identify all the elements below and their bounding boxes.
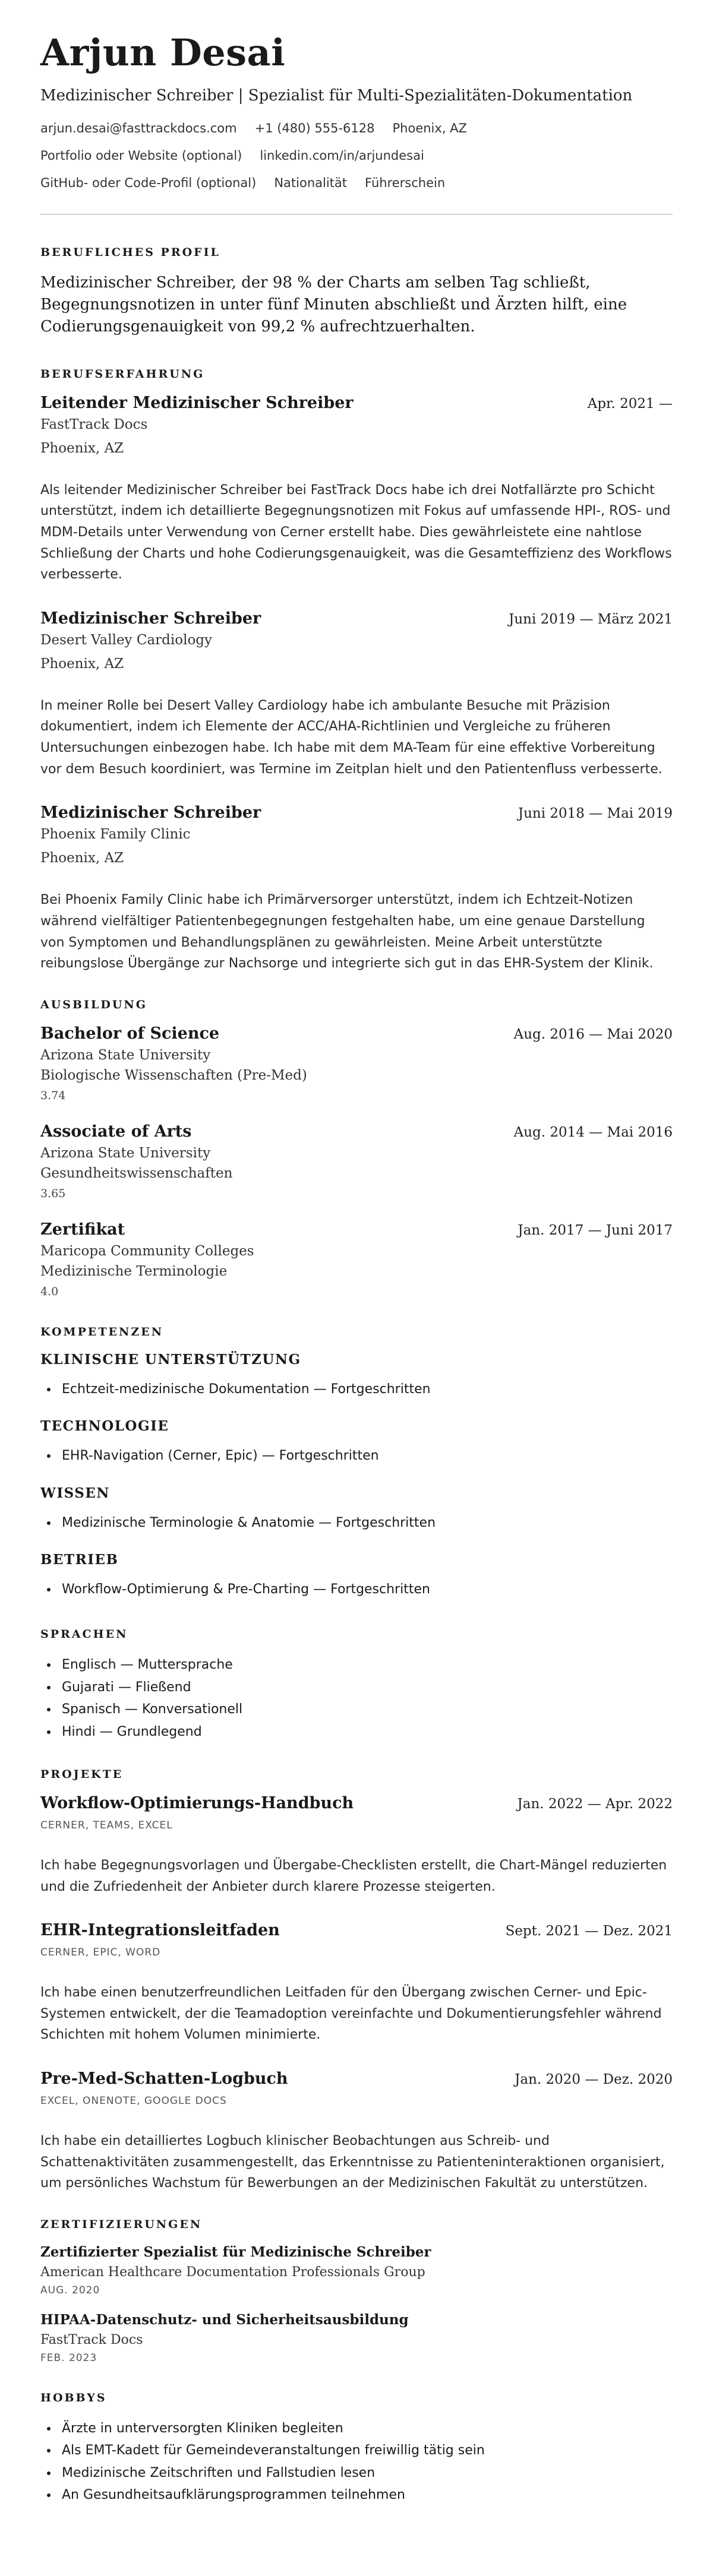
section-title-experience: BERUFSERFAHRUNG [40,367,205,381]
section-title-projects: PROJEKTE [40,1767,124,1781]
project-date: Jan. 2022 — Apr. 2022 [517,1796,673,1812]
certification-issuer: FastTrack Docs [40,2332,143,2347]
project-title: Pre-Med-Schatten-Logbuch [40,2069,288,2088]
field-of-study: Biologische Wissenschaften (Pre-Med) [40,1067,307,1083]
job-company: Desert Valley Cardiology [40,632,213,648]
skill-item: • Medizinische Terminologie & Anatomie — Fortgeschritten [58,1512,673,1534]
section-title-education: AUSBILDUNG [40,998,147,1011]
degree-title: Zertifikat [40,1220,125,1239]
section-title-languages: SPRACHEN [40,1628,128,1641]
certification-entry [40,2244,673,2296]
email-link[interactable]: arjun.desai@fasttrackdocs.com [40,121,237,135]
language-item: • Englisch — Muttersprache [58,1654,673,1676]
field-of-study: Medizinische Terminologie [40,1263,228,1279]
school-name: Arizona State University [40,1047,211,1063]
language-item: • Gujarati — Fließend [58,1676,673,1698]
project-entry [40,2069,673,2194]
linkedin-link[interactable]: linkedin.com/in/arjundesai [260,148,424,163]
hobby-list [40,2417,673,2507]
skill-group-title: BETRIEB [40,1552,119,1568]
degree-title: Bachelor of Science [40,1024,220,1043]
candidate-name: Arjun Desai [40,31,286,74]
candidate-headline: Medizinischer Schreiber | Spezialist für Multi-Spezialitäten-Dokumentation [40,87,633,105]
certification-entry [40,2312,673,2364]
hobby-item: • Ärzte in unterversorgten Kliniken begleiten [58,2417,673,2439]
contact-row-2 [40,148,673,163]
project-tech: EXCEL, ONENOTE, GOOGLE DOCS [40,2095,227,2107]
job-date: Juni 2018 — Mai 2019 [518,806,673,822]
skill-item: • Echtzeit-medizinische Dokumentation — Fortgeschritten [58,1378,673,1400]
language-item: • Hindi — Grundlegend [58,1721,673,1743]
skill-group-title: WISSEN [40,1485,110,1501]
job-location: Phoenix, AZ [40,656,124,672]
drivers-license-text: Führerschein [365,176,446,190]
education-entry [40,1220,673,1298]
project-tech: CERNER, TEAMS, EXCEL [40,1819,173,1831]
project-description: Ich habe einen benutzerfreundlichen Leitfaden für den Übergang zwischen Cerner- und Epic-Systemen entwickelt, der die Teamadoption vereinfachte und Dokumentierungsfehler während Schichten mit hohem Volumen minimierte. [40,1985,662,2043]
skill-group-title: KLINISCHE UNTERSTÜTZUNG [40,1351,301,1368]
job-company: FastTrack Docs [40,416,148,432]
school-name: Maricopa Community Colleges [40,1243,254,1259]
education-entry [40,1122,673,1200]
hobby-item: • Als EMT-Kadett für Gemeindeveranstaltungen freiwillig tätig sein [58,2439,673,2461]
nationality-text: Nationalität [274,176,348,190]
header-divider [40,214,673,215]
skill-item: • EHR-Navigation (Cerner, Epic) — Fortgeschritten [58,1445,673,1467]
skills-section [40,1325,673,1601]
project-tech: CERNER, EPIC, WORD [40,1947,161,1959]
location-text: Phoenix, AZ [392,121,467,135]
education-date: Aug. 2016 — Mai 2020 [513,1026,673,1042]
education-date: Aug. 2014 — Mai 2016 [513,1124,673,1140]
contact-row-3 [40,176,673,190]
section-title-hobbies: HOBBYS [40,2391,107,2404]
gpa-value: 4.0 [40,1284,59,1298]
certification-issuer: American Healthcare Documentation Professionals Group [40,2264,425,2280]
gpa-value: 3.74 [40,1088,66,1102]
job-date: Apr. 2021 — [587,395,673,412]
phone-link[interactable]: +1 (480) 555-6128 [254,121,375,135]
certification-date: AUG. 2020 [40,2284,100,2296]
education-date: Jan. 2017 — Juni 2017 [518,1222,673,1238]
job-entry [40,394,673,586]
school-name: Arizona State University [40,1145,211,1161]
skill-list [40,1512,673,1534]
job-description: Bei Phoenix Family Clinic habe ich Primärversorger unterstützt, indem ich Echtzeit-Notizen während vielfältiger Patientenbegegnungen festgehalten habe, um eine genaue Darstellung von Symptomen und Behandlungsplänen zu gewährleisten. Meine Arbeit unterstützte reibungslose Übergänge zur Nachsorge und integrierte sich gut in das EHR-System der Klinik. [40,893,654,971]
skill-list [40,1378,673,1400]
job-entry [40,803,673,974]
education-entry [40,1024,673,1102]
job-description: Als leitender Medizinischer Schreiber bei FastTrack Docs habe ich drei Notfallärzte pro Schicht unterstützt, indem ich detaillierte Begegnungsnotizen mit Fokus auf umfassende HPI-, ROS- und MDM-Details unter Verwendung von Cerner erstellt habe. Dies gewährleistete eine nahtlose Schließung der Charts und hohe Codierungsgenauigkeit, was die Gesamteffizienz des Workflows verbesserte. [40,482,672,583]
job-title: Medizinischer Schreiber [40,803,261,822]
profile-summary: Medizinischer Schreiber, der 98 % der Charts am selben Tag schließt, Begegnungsnotizen in unter fünf Minuten abschließt und Ärzten hilft, eine Codierungsgenauigkeit von 99,2 % aufrechtzuerhalten. [40,274,627,336]
contact-row-1 [40,121,673,135]
gpa-value: 3.65 [40,1186,66,1200]
languages-section [40,1628,673,1743]
section-title-skills: KOMPETENZEN [40,1325,164,1338]
hobby-item: • Medizinische Zeitschriften und Fallstudien lesen [58,2462,673,2484]
job-title: Leitender Medizinischer Schreiber [40,393,354,412]
skill-group-title: TECHNOLOGIE [40,1418,169,1435]
language-item: • Spanisch — Konversationell [58,1698,673,1720]
project-description: Ich habe Begegnungsvorlagen und Übergabe-Checklisten erstellt, die Chart-Mängel reduzierten und die Zufriedenheit der Anbieter durch klarere Prozesse steigerten. [40,1857,667,1894]
skill-list [40,1445,673,1467]
hobbies-section [40,2391,673,2507]
section-title-profile: BERUFLICHES PROFIL [40,246,220,259]
job-entry [40,609,673,780]
certification-date: FEB. 2023 [40,2352,97,2364]
job-location: Phoenix, AZ [40,850,124,866]
experience-section [40,368,673,974]
project-entry [40,1794,673,1897]
hobby-item: • An Gesundheitsaufklärungsprogrammen teilnehmen [58,2484,673,2506]
job-date: Juni 2019 — März 2021 [509,611,673,627]
profile-section [40,246,673,338]
skill-item: • Workflow-Optimierung & Pre-Charting — Fortgeschritten [58,1578,673,1600]
project-date: Sept. 2021 — Dez. 2021 [505,1923,673,1939]
education-section [40,998,673,1298]
resume-header [40,31,673,190]
job-company: Phoenix Family Clinic [40,827,191,843]
projects-section [40,1768,673,2194]
skill-list [40,1578,673,1600]
field-of-study: Gesundheitswissenschaften [40,1165,233,1181]
certification-title: Zertifizierter Spezialist für Medizinische Schreiber [40,2243,431,2260]
job-description: In meiner Rolle bei Desert Valley Cardiology habe ich ambulante Besuche mit Präzision dokumentiert, indem ich Elemente der ACC/AHA-Richtlinien und Vergleiche zu früheren Untersuchungen einbezogen habe. Ich habe mit dem MA-Team für eine effektive Vorbereitung vor dem Besuch koordiniert, was Termine im Zeitplan hielt und den Patientenfluss verbesserte. [40,698,662,777]
certifications-section [40,2218,673,2364]
portfolio-link[interactable]: Portfolio oder Website (optional) [40,148,242,163]
github-link[interactable]: GitHub- oder Code-Profil (optional) [40,176,257,190]
job-title: Medizinischer Schreiber [40,609,261,628]
project-title: EHR-Integrationsleitfaden [40,1921,280,1940]
language-list [40,1654,673,1743]
section-title-certifications: ZERTIFIZIERUNGEN [40,2217,203,2231]
project-title: Workflow-Optimierungs-Handbuch [40,1793,354,1812]
project-description: Ich habe ein detailliertes Logbuch klinischer Beobachtungen aus Schreib- und Schattenaktivitäten zusammengestellt, das Erkenntnisse zu Patienteninteraktionen organisiert, um persönliches Wachstum für Bewerbungen an der Medizinischen Fakultät zu unterstützen. [40,2134,665,2191]
degree-title: Associate of Arts [40,1122,192,1141]
job-location: Phoenix, AZ [40,440,124,456]
project-date: Jan. 2020 — Dez. 2020 [515,2072,673,2088]
project-entry [40,1921,673,2046]
certification-title: HIPAA-Datenschutz- und Sicherheitsausbildung [40,2311,409,2328]
